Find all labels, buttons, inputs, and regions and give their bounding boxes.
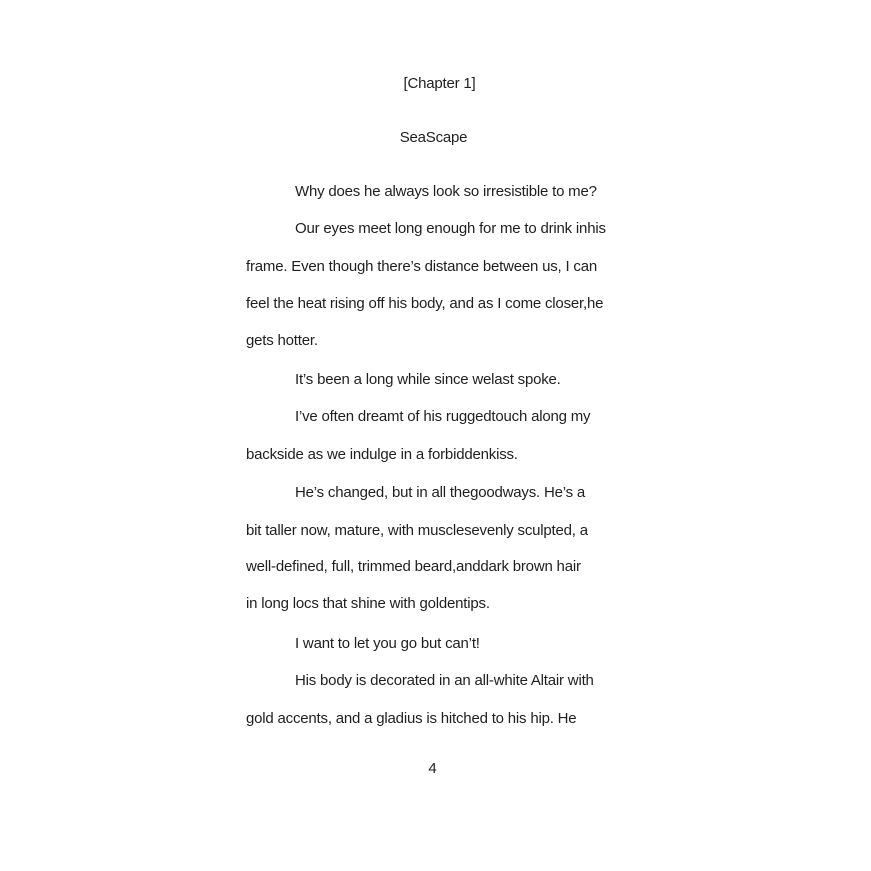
text-line: His body is decorated in an all-white Altair with: [295, 672, 594, 689]
text-line: gold accents, and a gladius is hitched to his hip. He: [246, 710, 577, 727]
text-line: feel the heat rising off his body, and as I come closer,he: [246, 295, 604, 312]
text-line: frame. Even though there’s distance between us, I can: [246, 258, 598, 275]
text-line: backside as we indulge in a forbiddenkiss.: [246, 446, 518, 463]
text-line: gets hotter.: [246, 332, 318, 349]
text-line: in long locs that shine with goldentips.: [246, 595, 490, 612]
text-line: He’s changed, but in all thegoodways. He’s a: [295, 484, 586, 501]
chapter-label: [Chapter 1]: [403, 75, 476, 92]
text-line: It’s been a long while since welast spoke.: [295, 371, 561, 388]
text-line: bit taller now, mature, with musclesevenly sculpted, a: [246, 522, 588, 539]
text-line: Our eyes meet long enough for me to drink inhis: [295, 220, 606, 237]
text-line: I’ve often dreamt of his ruggedtouch along my: [295, 408, 591, 425]
text-line: well-defined, full, trimmed beard,anddark brown hair: [246, 558, 581, 575]
page-number: 4: [428, 760, 437, 777]
text-line: Why does he always look so irresistible to me?: [295, 183, 597, 200]
text-line: I want to let you go but can’t!: [295, 635, 480, 652]
chapter-title: SeaScape: [399, 129, 468, 146]
